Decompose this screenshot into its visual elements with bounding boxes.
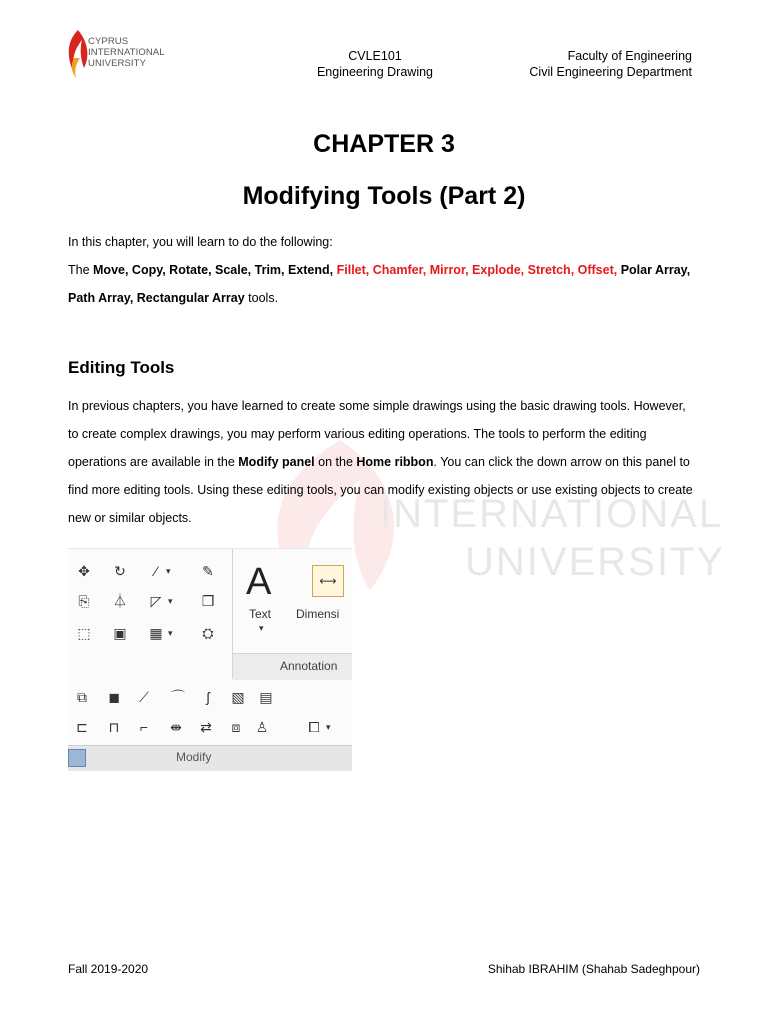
modify-panel-term: Modify panel — [238, 455, 315, 469]
blend-icon: ⌒ — [171, 689, 185, 705]
rotate-icon: ↻ — [114, 562, 126, 579]
mirror-icon: ⏃ — [113, 593, 127, 609]
section-heading: Editing Tools — [68, 358, 175, 377]
draworder-icon: ⧉ — [77, 688, 87, 705]
trim-dropdown-icon: ▾ — [166, 566, 171, 576]
scale-icon: ▣ — [113, 624, 127, 641]
paragraph-part-1: In previous chapters, you have learned to create some simple drawings using the basic drawing tools. However, to create complex drawings, you may perform various editing operations. The tools to perform the editing operations are available in the — [68, 399, 686, 469]
dimension-tool-label: Dimensi — [296, 607, 340, 621]
course-info — [290, 48, 460, 80]
flame-logo-icon — [64, 28, 90, 80]
chapter-subtitle: Modifying Tools (Part 2) — [242, 182, 526, 210]
tools-prefix: The — [68, 263, 94, 277]
align-icon: ⊏ — [76, 718, 88, 735]
erase-icon: ✎ — [202, 562, 214, 579]
break-icon: ⊓ — [108, 718, 120, 735]
watermark-line-2: UNIVERSITY — [465, 540, 726, 584]
array-icon: ▦ — [149, 624, 163, 641]
university-logo — [64, 28, 194, 84]
explode-icon: ❒ — [201, 592, 215, 609]
course-code: CVLE101 — [348, 49, 402, 63]
join-icon: ⇼ — [170, 718, 182, 735]
logo-line-1: CYPRUS — [88, 36, 129, 47]
copy-nested-icon: ⧠ — [308, 718, 320, 735]
text-tool-label: Text — [249, 607, 272, 621]
modify-panel-label: Modify — [176, 750, 212, 764]
tools-red-list: Fillet, Chamfer, Mirror, Explode, Stretch, Offset, — [336, 263, 621, 277]
modify-ribbon-screenshot — [68, 548, 352, 771]
edit-spline-icon: ʃ — [206, 689, 210, 705]
stretch-icon: ⬚ — [77, 624, 91, 641]
paragraph-part-2: on the — [314, 455, 357, 469]
logo-line-3: UNIVERSITY — [88, 58, 147, 69]
section-paragraph — [68, 392, 698, 532]
set-to-bylayer-icon: ♙ — [255, 718, 269, 735]
reverse-icon: ⇄ — [200, 718, 212, 735]
fillet-icon: ◸ — [150, 592, 162, 609]
department-name: Civil Engineering Department — [529, 65, 692, 79]
intro-text: In this chapter, you will learn to do the following: — [68, 235, 333, 249]
course-name: Engineering Drawing — [316, 65, 434, 79]
watermark-line-1: INTERNATIONAL — [380, 492, 724, 536]
pin-icon — [68, 749, 86, 767]
footer-author: Shihab IBRAHIM (Shahab Sadeghpour) — [487, 962, 700, 976]
text-dropdown-icon: ▾ — [259, 623, 264, 633]
tools-black-list-2: Polar Array, Path Array, Rectangular Array — [68, 263, 691, 305]
tools-sentence — [68, 256, 698, 312]
copy-nested-dropdown-icon: ▾ — [326, 722, 331, 732]
tools-black-list: Move, Copy, Rotate, Scale, Trim, Extend, — [93, 263, 337, 277]
edit-hatch-icon: ▧ — [231, 688, 245, 705]
move-icon: ✥ — [78, 562, 90, 579]
faculty-info — [470, 48, 692, 80]
overkill-icon: ⧈ — [231, 718, 241, 735]
trim-icon: ⁄ — [154, 563, 158, 579]
paragraph-part-3: . You can click the down arrow on this panel to find more editing tools. Using these editing tools, you can modify existing objects or use existing objects to create new or similar objects. — [68, 455, 693, 525]
array-dropdown-icon: ▾ — [168, 628, 173, 638]
lengthen-icon: ⟋ — [139, 688, 149, 705]
logo-line-2: INTERNATIONAL — [88, 47, 165, 58]
fillet-dropdown-icon: ▾ — [168, 596, 173, 606]
home-ribbon-term: Home ribbon — [356, 455, 434, 469]
footer-term: Fall 2019-2020 — [68, 962, 149, 976]
edit-array-icon: ▤ — [259, 688, 273, 705]
copy-clip-icon: ◼ — [108, 688, 120, 705]
offset-icon: ⛭ — [202, 624, 214, 641]
annotation-panel-label: Annotation — [280, 659, 338, 673]
tools-suffix: tools. — [244, 291, 279, 305]
copy-icon: ⎘ — [78, 592, 90, 609]
chapter-title: CHAPTER 3 — [313, 130, 455, 158]
text-tool-icon: A — [246, 561, 272, 603]
faculty-name: Faculty of Engineering — [567, 49, 692, 63]
break-at-point-icon: ⌐ — [139, 719, 149, 735]
dimension-tool-icon: ⟷ — [312, 565, 344, 597]
